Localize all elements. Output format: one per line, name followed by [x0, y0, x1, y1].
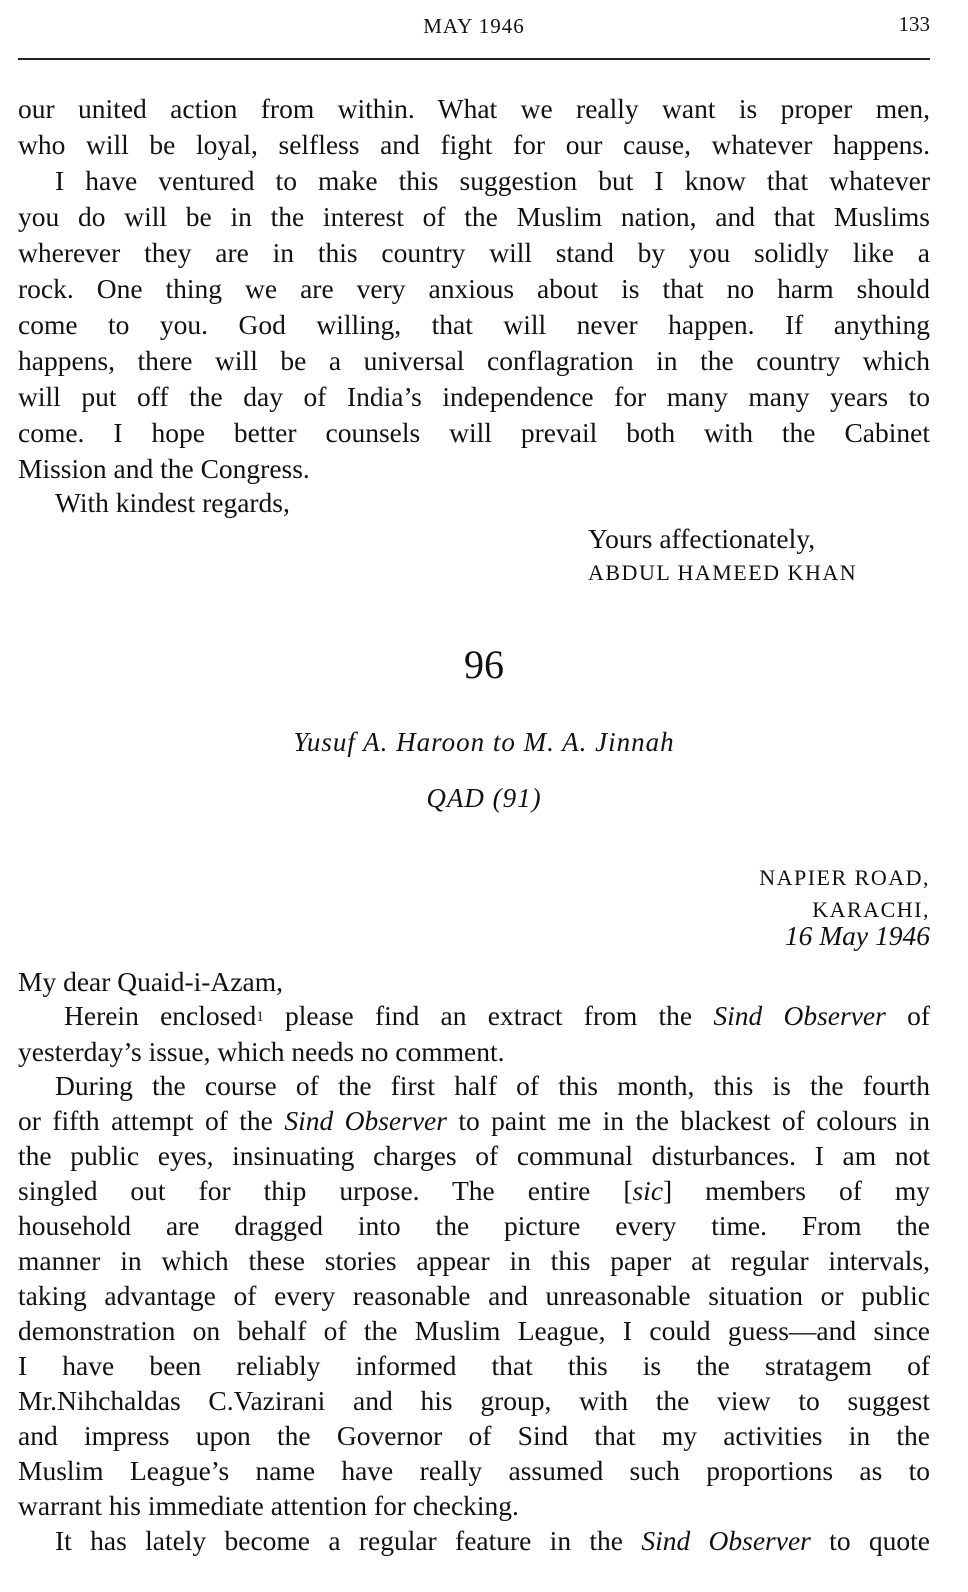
newspaper-title: Sind Observer [284, 1105, 447, 1136]
page-number: 133 [898, 12, 930, 36]
sic-marker: sic [632, 1175, 664, 1206]
body-line: wherever they are in this country will stand by you solidly like a [18, 237, 930, 268]
body-line: demonstration on behalf of the Muslim League, I could guess—and since [18, 1315, 930, 1346]
document-source: QAD (91) [426, 783, 542, 813]
body-line: singled out for thip urpose. The entire [sic] members of my [18, 1175, 930, 1206]
body-line: happens, there will be a universal conflagration in the country which [18, 345, 930, 376]
letter-date: 16 May 1946 [784, 920, 930, 951]
body-line: Herein enclosed$^1$ please find an extract from the Sind Observer of [64, 1000, 930, 1031]
newspaper-title: Sind Observer [713, 1000, 886, 1031]
body-line: taking advantage of every reasonable and unreasonable situation or public [18, 1280, 930, 1311]
body-line: or fifth attempt of the Sind Observer to paint me in the blackest of colours in [18, 1105, 930, 1136]
body-line: our united action from within. What we really want is proper men, [18, 93, 930, 124]
body-line: Muslim League’s name have really assumed such proportions as to [18, 1455, 930, 1486]
body-line: It has lately become a regular feature in the Sind Observer to quote [55, 1525, 930, 1556]
body-line: the public eyes, insinuating charges of communal disturbances. I am not [18, 1140, 930, 1171]
body-line: yesterday’s issue, which needs no comment. [18, 1036, 505, 1067]
page-header [18, 10, 930, 60]
body-line: and impress upon the Governor of Sind that my activities in the [18, 1420, 930, 1451]
valediction: Yours affectionately, [588, 523, 816, 554]
footnote-marker: 1 [256, 1009, 264, 1025]
document-number: 96 [464, 642, 504, 687]
document-title: Yusuf A. Haroon to M. A. Jinnah [293, 727, 675, 757]
closing-line: With kindest regards, [55, 487, 290, 518]
body-line: rock. One thing we are very anxious about is that no harm should [18, 273, 930, 304]
body-line: Mr.Nihchaldas C.Vazirani and his group, with the view to suggest [18, 1385, 930, 1416]
body-line: come. I hope better counsels will prevail both with the Cabinet [18, 417, 930, 448]
body-line: Mission and the Congress. [18, 453, 310, 484]
body-line: who will be loyal, selfless and fight for our cause, whatever happens. [18, 129, 930, 160]
body-line: will put off the day of India’s independence for many many years to [18, 381, 930, 412]
body-line: you do will be in the interest of the Muslim nation, and that Muslims [18, 201, 930, 232]
signature: ABDUL HAMEED KHAN [588, 560, 858, 585]
body-line: warrant his immediate attention for checking. [18, 1490, 519, 1521]
address-line: KARACHI, [812, 897, 930, 922]
body-line: During the course of the first half of this month, this is the fourth [55, 1070, 930, 1101]
newspaper-title: Sind Observer [641, 1525, 811, 1556]
running-title: MAY 1946 [423, 14, 525, 38]
salutation: My dear Quaid-i-Azam, [18, 966, 283, 997]
body-line: manner in which these stories appear in this paper at regular intervals, [18, 1245, 930, 1276]
body-line: I have been reliably informed that this is the stratagem of [18, 1350, 930, 1381]
body-line: I have ventured to make this suggestion but I know that whatever [55, 165, 930, 196]
address-line: NAPIER ROAD, [759, 865, 930, 890]
body-line: household are dragged into the picture every time. From the [18, 1210, 930, 1241]
body-line: come to you. God willing, that will never happen. If anything [18, 309, 930, 340]
